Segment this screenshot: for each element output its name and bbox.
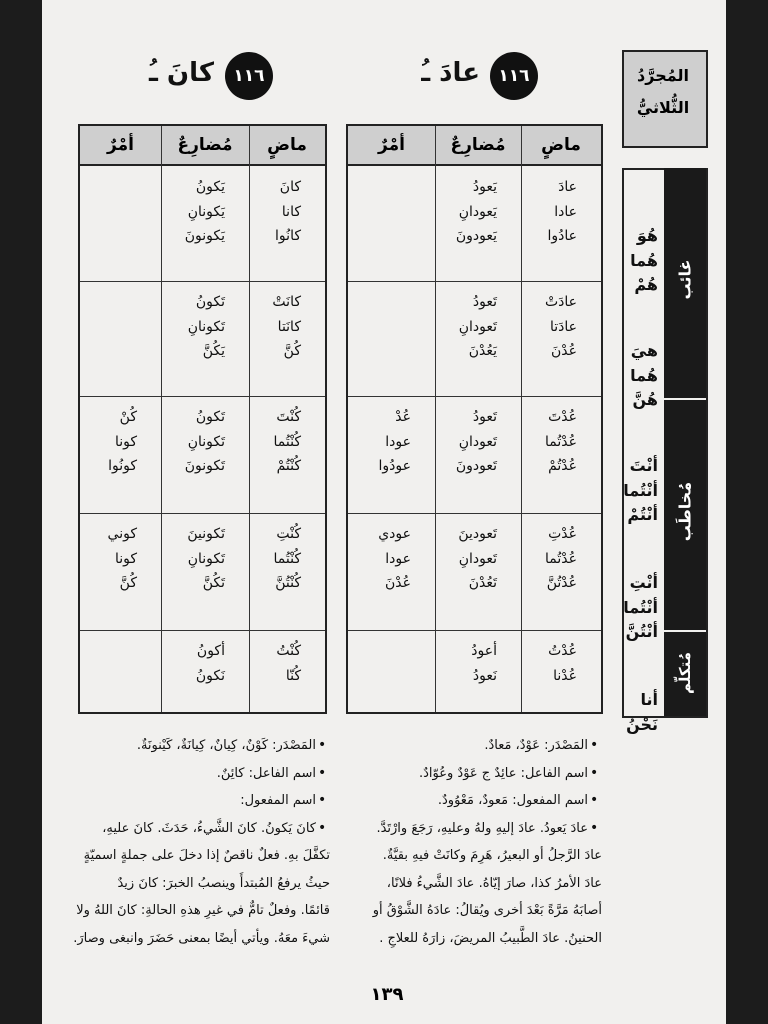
conjugation-past: عادُوا bbox=[547, 228, 577, 244]
conjugation-past: عُدْنَ bbox=[551, 343, 577, 359]
note-line: اسم المفعول: bbox=[240, 793, 316, 808]
note-line: المَصْدَر: كَوْنٌ، كِيانٌ، كِيانَةٌ، كَيْنونَةٌ. bbox=[136, 738, 316, 753]
row-divider bbox=[80, 281, 325, 282]
conjugation-past: عُدْنا bbox=[553, 668, 577, 684]
row-divider bbox=[348, 630, 601, 631]
conjugation-present: تَكونونَ bbox=[184, 458, 225, 474]
conjugation-present: تَعودانِ bbox=[458, 319, 497, 335]
conjugation-present: تَعودونَ bbox=[455, 458, 497, 474]
side-group-divider bbox=[664, 398, 706, 400]
bullet-icon: • bbox=[590, 792, 599, 808]
conjugation-past: كُنْتُما bbox=[273, 551, 301, 567]
note-line: اسم الفاعل: عائِدٌ ج عَوْدٌ وعُوّادٌ. bbox=[418, 765, 588, 781]
pronoun: أنْتُما bbox=[623, 481, 658, 500]
conjugation-past: عُدْتُما bbox=[545, 551, 577, 567]
pronoun: هيَ bbox=[630, 341, 658, 360]
conjugation-present: تَكونينَ bbox=[187, 526, 225, 542]
pronoun: هُوَ bbox=[636, 226, 658, 245]
conjugation-imperative: كوني bbox=[107, 526, 137, 542]
column-header-imperative: أمْرٌ bbox=[80, 126, 161, 166]
pronoun: أنْتُمْ bbox=[627, 505, 658, 524]
conjugation-present: تَعودُ bbox=[472, 409, 497, 425]
conjugation-present: يَعودُ bbox=[472, 179, 497, 195]
pronoun: هُما bbox=[630, 366, 658, 385]
conjugation-past: عُدْتُما bbox=[545, 434, 577, 450]
conjugation-present: يَكونانِ bbox=[187, 204, 225, 220]
bullet-icon: • bbox=[590, 737, 599, 753]
conjugation-present: أعودُ bbox=[471, 643, 497, 659]
note-line: اسم الفاعل: كائِنٌ. bbox=[216, 765, 316, 781]
note-line: شيءَ معَهُ. ويأتي أيضًا بمعنى حَضَرَ وانبغى وصارَ. bbox=[73, 930, 330, 946]
conjugation-past: عادَتا bbox=[549, 319, 577, 335]
pronoun: أنْتِ bbox=[629, 573, 658, 592]
conjugation-imperative: عُدْنَ bbox=[385, 575, 411, 591]
bullet-icon: • bbox=[318, 819, 327, 836]
conjugation-present: تَعُدْنَ bbox=[468, 575, 497, 591]
form-label-line1: المُجرَّدُ bbox=[637, 66, 689, 85]
conjugation-past: كُنّا bbox=[285, 668, 301, 684]
conjugation-past: كُنَّ bbox=[283, 343, 301, 359]
conjugation-present: يَعودانِ bbox=[458, 204, 497, 220]
conjugation-past: كُنْتِ bbox=[276, 526, 301, 542]
column-header-past: ماضٍ bbox=[521, 126, 601, 166]
bullet-icon: • bbox=[590, 819, 599, 836]
pronoun: هُنَّ bbox=[632, 390, 658, 409]
verb-number-badge-kana: ١١٦ bbox=[225, 52, 273, 100]
conjugation-past: عُدْتُنَّ bbox=[546, 575, 577, 591]
conjugation-imperative: عودا bbox=[385, 551, 411, 567]
pronoun: أنْتُما bbox=[623, 598, 658, 617]
conjugation-past: عادا bbox=[554, 204, 577, 220]
conjugation-imperative: كُنْ bbox=[119, 409, 137, 425]
pronoun: هُمْ bbox=[634, 275, 658, 294]
note-line: كانَ يَكونُ. كانَ الشَّيءُ، حَدَثَ. كانَ عليهِ، bbox=[102, 820, 316, 836]
conjugation-present: تَعودُ bbox=[472, 294, 497, 310]
conjugation-table-kana bbox=[78, 124, 327, 714]
conjugation-imperative: كُنَّ bbox=[119, 575, 137, 591]
column-divider bbox=[521, 126, 522, 712]
bullet-icon: • bbox=[318, 737, 327, 753]
conjugation-past: عادَتْ bbox=[544, 294, 577, 310]
conjugation-present: تَكونانِ bbox=[187, 551, 225, 567]
row-divider bbox=[348, 396, 601, 397]
conjugation-past: كانَتا bbox=[277, 319, 301, 335]
conjugation-present: يَكونونَ bbox=[184, 228, 225, 244]
pronoun: أنْتَ bbox=[629, 456, 658, 475]
column-header-present: مُضارِعٌ bbox=[161, 126, 249, 166]
side-group-addressed: مُخاطَب bbox=[675, 481, 695, 542]
note-line: الحنينُ. عادَ الطَّبيبُ المريضَ، زارَهُ للعلاجِ . bbox=[379, 930, 602, 946]
side-group-absent: غائب bbox=[675, 259, 695, 300]
conjugation-table-ada bbox=[346, 124, 603, 714]
verb-title-ada: عادَ ـُ bbox=[421, 58, 480, 88]
note-line: عادَ الرَّجلُ أو البعيرُ، هَرِمَ وكانَتْ فيهِ بقيَّةٌ. bbox=[382, 848, 602, 863]
conjugation-present: تَكونُ bbox=[195, 294, 225, 310]
note-line: قائمًا. وفعلٌ تامٌّ في غيرِ هذهِ الحالةِ: كانَ اللهُ ولا bbox=[76, 903, 330, 918]
note-line: المَصْدَر: عَوْدٌ، مَعادٌ. bbox=[484, 738, 588, 753]
conjugation-imperative: كونا bbox=[114, 551, 137, 567]
column-header-imperative: أمْرٌ bbox=[348, 126, 435, 166]
conjugation-past: كُنْتُنَّ bbox=[275, 575, 301, 591]
conjugation-present: نَكونُ bbox=[195, 668, 225, 684]
conjugation-past: كُنْتُما bbox=[273, 434, 301, 450]
row-divider bbox=[80, 513, 325, 514]
conjugation-past: كانَتْ bbox=[272, 294, 301, 310]
column-divider bbox=[435, 126, 436, 712]
conjugation-present: تَكونانِ bbox=[187, 319, 225, 335]
note-line: عادَ الأمرُ كذا، صارَ إيّاهُ. عادَ الشَّيءُ فلانًا، bbox=[386, 875, 602, 891]
form-label-line2: الثُّلاثيُّ bbox=[636, 98, 690, 117]
bullet-icon: • bbox=[590, 764, 599, 781]
conjugation-past: كُنْتَ bbox=[276, 409, 301, 425]
conjugation-present: تَكونانِ bbox=[187, 434, 225, 450]
conjugation-present: يَعُدْنَ bbox=[468, 343, 497, 359]
row-divider bbox=[80, 396, 325, 397]
conjugation-imperative: عودُوا bbox=[378, 458, 411, 474]
row-divider bbox=[80, 630, 325, 631]
conjugation-past: كُنْتُمْ bbox=[276, 458, 301, 474]
conjugation-past: كانُوا bbox=[275, 228, 301, 244]
note-line: اسم المفعول: مَعودٌ، مَعْوُودٌ. bbox=[437, 793, 588, 808]
conjugation-present: تَعودينَ bbox=[458, 526, 497, 542]
conjugation-imperative: عودا bbox=[385, 434, 411, 450]
conjugation-imperative: عُدْ bbox=[395, 409, 411, 425]
pronoun: هُما bbox=[630, 251, 658, 270]
conjugation-past: عُدْتِ bbox=[548, 526, 577, 542]
conjugation-present: يَعودونَ bbox=[455, 228, 497, 244]
pronoun: أنْتُنَّ bbox=[625, 622, 658, 641]
side-group-speaker: مُتكلّم bbox=[676, 651, 694, 695]
column-header-present: مُضارِعٌ bbox=[435, 126, 521, 166]
conjugation-past: عُدْتُ bbox=[548, 643, 577, 659]
note-line: أصابَهُ مَرَّةً بَعْدَ أخرى ويُقالُ: عادَهُ الشَّوْقُ أو bbox=[372, 903, 602, 918]
conjugation-past: عادَ bbox=[558, 179, 577, 195]
conjugation-present: تَكُنَّ bbox=[202, 575, 225, 591]
note-line: عادَ يَعودُ. عادَ إليهِ ولهُ وعليهِ، رَجَعَ وارْتَدَّ. bbox=[376, 820, 588, 836]
verb-title-kana: كانَ ـُ bbox=[148, 58, 214, 88]
note-line: حيثُ يرفعُ المُبتدأَ وينصبُ الخبرَ: كانَ زيدٌ bbox=[117, 875, 330, 891]
conjugation-present: أكونُ bbox=[196, 643, 225, 659]
conjugation-present: تَكونُ bbox=[195, 409, 225, 425]
conjugation-past: كُنْتُ bbox=[276, 643, 301, 659]
page-number: ١٣٩ bbox=[370, 984, 404, 1005]
row-divider bbox=[348, 513, 601, 514]
bullet-icon: • bbox=[318, 764, 327, 781]
conjugation-past: كانَ bbox=[279, 179, 301, 195]
conjugation-past: كانا bbox=[281, 204, 301, 220]
note-line: تكفَّلَ بهِ. فعلٌ ناقصٌ إذا دخلَ على جملةٍ اسميّةٍ bbox=[83, 848, 330, 863]
conjugation-imperative: كونُوا bbox=[108, 458, 137, 474]
row-divider bbox=[348, 281, 601, 282]
conjugation-present: يَكونُ bbox=[195, 179, 225, 195]
conjugation-imperative: عودي bbox=[378, 526, 411, 542]
conjugation-past: عُدْتُمْ bbox=[548, 458, 577, 474]
pronoun: نَحْنُ bbox=[626, 715, 658, 734]
verb-number-badge-ada: ١١٦ bbox=[490, 52, 538, 100]
conjugation-present: يَكُنَّ bbox=[202, 343, 225, 359]
conjugation-imperative: كونا bbox=[114, 434, 137, 450]
conjugation-past: عُدْتَ bbox=[548, 409, 577, 425]
column-divider bbox=[249, 126, 250, 712]
column-divider bbox=[161, 126, 162, 712]
pronoun: أنا bbox=[640, 690, 658, 709]
book-page bbox=[42, 0, 726, 1024]
conjugation-present: تَعودانِ bbox=[458, 551, 497, 567]
column-header-past: ماضٍ bbox=[249, 126, 325, 166]
bullet-icon: • bbox=[318, 792, 327, 808]
conjugation-present: نَعودُ bbox=[472, 668, 497, 684]
conjugation-present: تَعودانِ bbox=[458, 434, 497, 450]
